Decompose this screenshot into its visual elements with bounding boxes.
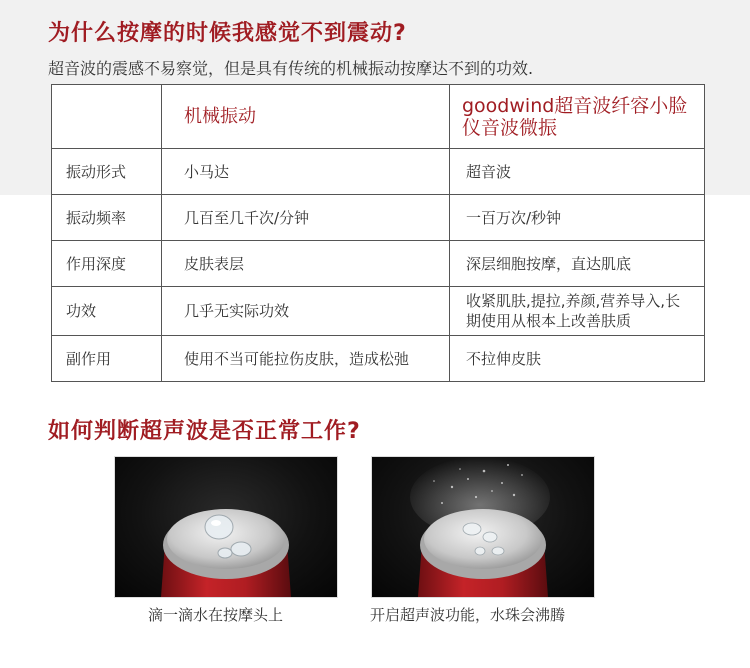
- table-row: [52, 287, 705, 336]
- mechanical-value: 几百至几千次/分钟: [162, 195, 450, 241]
- water-drop: [218, 548, 232, 558]
- table-header-mechanical: 机械振动: [162, 85, 450, 149]
- photo-water-drop: [114, 456, 338, 598]
- comparison-table: [51, 84, 705, 382]
- ultrasonic-value: 一百万次/秒钟: [450, 195, 705, 241]
- table-row: [52, 241, 705, 287]
- caption-water-boiling: 开启超声波功能，水珠会沸腾: [370, 606, 566, 624]
- photo-water-boiling: [371, 456, 595, 598]
- mechanical-value: 小马达: [162, 149, 450, 195]
- section-title-vibration: 为什么按摩的时候我感觉不到震动?: [48, 21, 407, 46]
- row-label: 副作用: [52, 336, 162, 382]
- device-head: [424, 509, 542, 569]
- intro-text: 超音波的震感不易察觉，但是具有传统的机械振动按摩达不到的功效.: [48, 59, 534, 78]
- table-header-ultrasonic: goodwind超音波纤容小脸仪音波微振: [450, 85, 705, 149]
- water-drop: [205, 515, 233, 539]
- table-header-row: [52, 85, 705, 149]
- ultrasonic-value: 深层细胞按摩，直达肌底: [450, 241, 705, 287]
- section-title-ultrasonic-test: 如何判断超声波是否正常工作?: [48, 419, 361, 444]
- ultrasonic-value: 超音波: [450, 149, 705, 195]
- row-label: 振动形式: [52, 149, 162, 195]
- row-label: 振动频率: [52, 195, 162, 241]
- table-row: [52, 149, 705, 195]
- mechanical-value: 几乎无实际功效: [162, 287, 450, 336]
- row-label: 功效: [52, 287, 162, 336]
- mechanical-value: 使用不当可能拉伤皮肤，造成松弛: [162, 336, 450, 382]
- ultrasonic-value: 不拉伸皮肤: [450, 336, 705, 382]
- ultrasonic-value: 收紧肌肤,提拉,养颜,营养导入,长期使用从根本上改善肤质: [450, 287, 705, 336]
- water-drop: [231, 542, 251, 556]
- table-row: [52, 195, 705, 241]
- device-water-drop-image: [115, 457, 337, 597]
- device-water-boiling-image: [372, 457, 594, 597]
- table-header-corner: [52, 85, 162, 149]
- table-row: [52, 336, 705, 382]
- row-label: 作用深度: [52, 241, 162, 287]
- caption-water-drop: 滴一滴水在按摩头上: [148, 606, 284, 624]
- mechanical-value: 皮肤表层: [162, 241, 450, 287]
- water-drop-highlight: [211, 520, 221, 526]
